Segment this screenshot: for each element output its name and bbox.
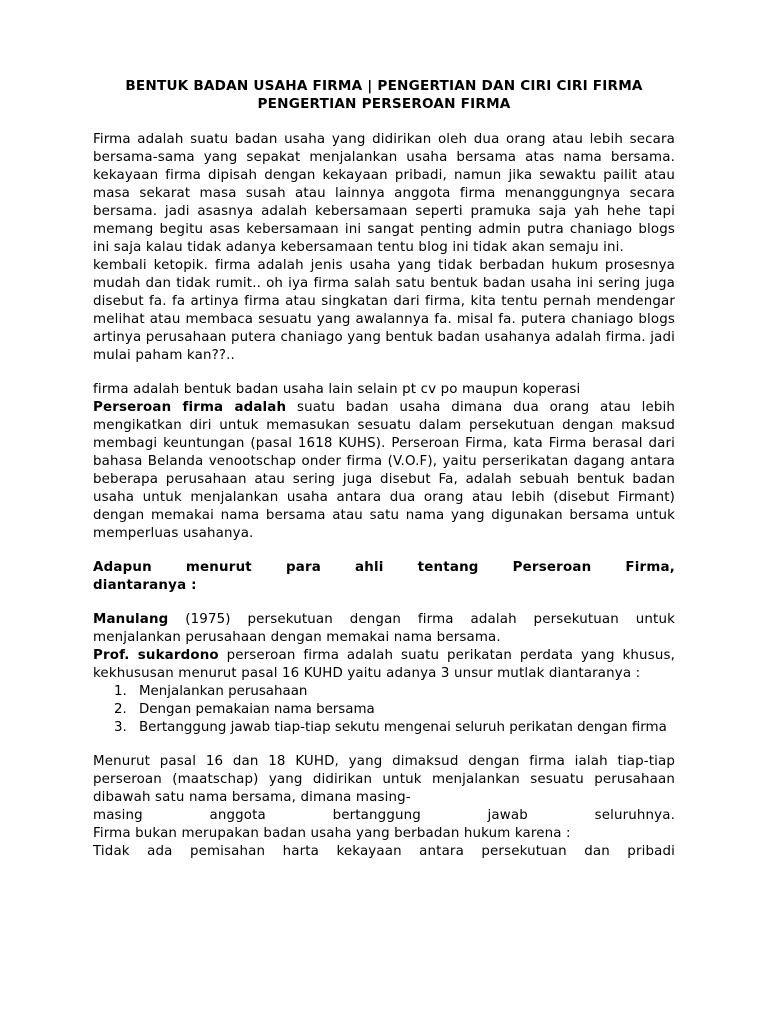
section-heading-para-ahli bbox=[93, 559, 675, 595]
paragraph-sukardono bbox=[93, 647, 675, 683]
pasal-last-line: masing anggota bertanggung jawab seluruhnya. bbox=[93, 808, 675, 823]
author-sukardono: Prof. sukardono bbox=[93, 648, 219, 663]
pasal-text: Menurut pasal 16 dan 18 KUHD, yang dimaksud dengan firma ialah tiap-tiap perseroan (maatschap) yang didirikan untuk menjalankan sesuatu perusahaan dibawah satu nama bersama, dimana masing- bbox=[93, 754, 675, 805]
list-number: 1. bbox=[114, 684, 127, 699]
paragraph-manulang bbox=[93, 611, 675, 647]
perseroan-definition-text: suatu badan usaha dimana dua orang atau lebih mengikatkan diri untuk memasukan sesuatu dalam persekutuan dengan maksud membagi keuntungan (pasal 1618 KUHS). Perseroan Firma, kata Firma berasal dari bahasa Belanda venootschap onder firma (V.O.F), yaitu perserikatan dagang antara beberapa perusahaan atau sering juga disebut Fa, adalah sebuah bentuk badan usaha untuk menjalankan usaha antara dua orang atau lebih (disebut Firmant) dengan memakai nama bersama atau satu nama yang digunakan bersama untuk memperluas usahanya. bbox=[93, 400, 675, 541]
paragraph-perseroan-definition bbox=[93, 399, 675, 543]
paragraph-pemisahan-harta bbox=[93, 843, 675, 861]
pemisahan-line: Tidak ada pemisahan harta kekayaan antara persekutuan dan pribadi bbox=[93, 844, 675, 859]
list-text: Menjalankan perusahaan bbox=[139, 684, 308, 699]
paragraph-pasal-16-18 bbox=[93, 753, 675, 825]
manulang-text: (1975) persekutuan dengan firma adalah persekutuan untuk menjalankan perusahaan dengan memakai nama bersama. bbox=[93, 612, 675, 645]
list-text: Bertanggung jawab tiap-tiap sekutu mengenai seluruh perikatan dengan firma bbox=[139, 720, 667, 735]
document-page bbox=[93, 77, 675, 861]
heading-line-1: Adapun menurut para ahli tentang Perseroan Firma, bbox=[93, 560, 675, 575]
paragraph-bukan-badan-hukum: Firma bukan merupakan badan usaha yang berbadan hukum karena : bbox=[93, 826, 571, 841]
paragraph-intro: Firma adalah suatu badan usaha yang didirikan oleh dua orang atau lebih secara bersama-sama yang sepakat menjalankan usaha bersama atas nama bersama. kekayaan firma dipisah dengan kekayaan pribadi, namun jika sewaktu pailit atau masa sekarat masa susah atau lainnya anggota firma menanggungnya secara bersama. jadi asasnya adalah kebersamaan seperti pramuka saja yah hehe tapi memang begitu asas kebersamaan ini sangat penting admin putra chaniago blogs ini saja kalau tidak adanya kebersamaan tentu blog ini tidak akan semaju ini. bbox=[93, 132, 675, 255]
list-item bbox=[93, 701, 675, 719]
paragraph-bentuk-lain: firma adalah bentuk badan usaha lain selain pt cv po maupun koperasi bbox=[93, 382, 581, 397]
title-line-1: BENTUK BADAN USAHA FIRMA | PENGERTIAN DAN CIRI CIRI FIRMA bbox=[125, 78, 643, 94]
sukardono-text: perseroan firma adalah suatu perikatan perdata yang khusus, kekhususan menurut pasal 16 KUHD yaitu adanya 3 unsur mutlak diantaranya : bbox=[93, 648, 675, 681]
list-item bbox=[93, 719, 675, 737]
author-manulang: Manulang bbox=[93, 612, 169, 627]
paragraph-ketopik: kembali ketopik. firma adalah jenis usaha yang tidak berbadan hukum prosesnya mudah dan tidak rumit.. oh iya firma salah satu bentuk badan usaha ini sering juga disebut fa. fa artinya firma atau singkatan dari firma, kita tentu pernah mendengar melihat atau membaca sesuatu yang awalannya fa. misal fa. putera chaniago blogs artinya perusahaan putera chaniago yang bentuk badan usahanya adalah firma. jadi mulai paham kan??.. bbox=[93, 258, 675, 363]
document-title bbox=[93, 77, 675, 113]
unsur-list bbox=[93, 683, 675, 737]
list-number: 2. bbox=[114, 702, 127, 717]
list-item bbox=[93, 683, 675, 701]
heading-line-2: diantaranya : bbox=[93, 578, 197, 593]
list-number: 3. bbox=[114, 720, 127, 735]
list-text: Dengan pemakaian nama bersama bbox=[139, 702, 375, 717]
title-line-2: PENGERTIAN PERSEROAN FIRMA bbox=[257, 96, 511, 112]
term-perseroan-firma: Perseroan firma adalah bbox=[93, 400, 287, 415]
